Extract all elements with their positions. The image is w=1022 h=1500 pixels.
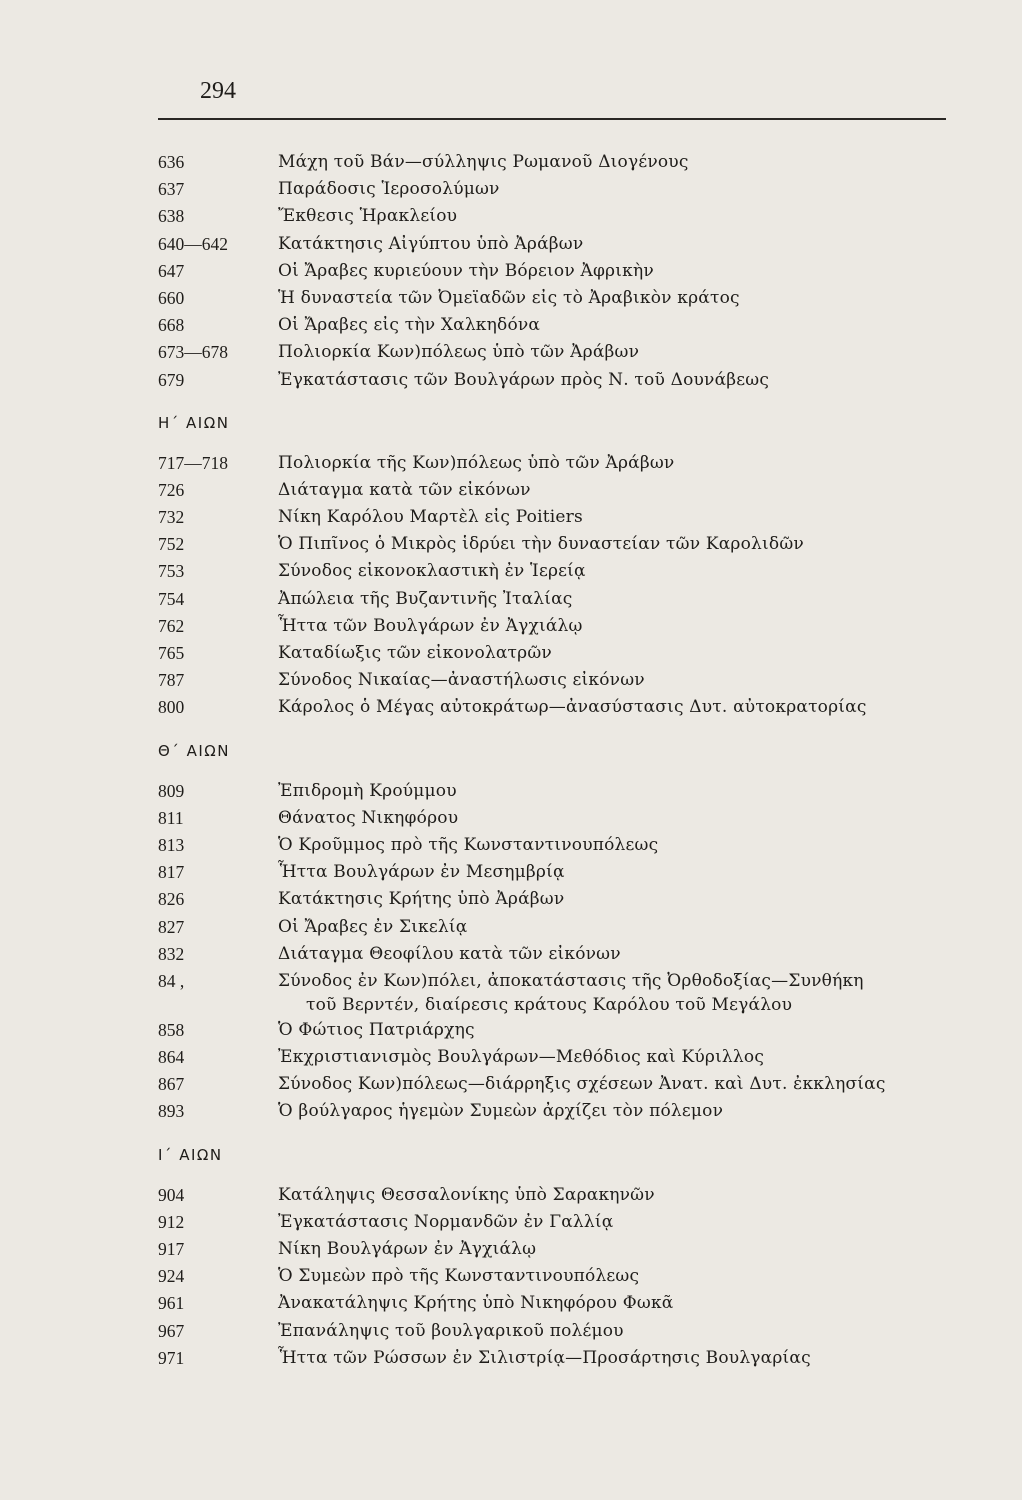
event-text: Θάνατος Νικηφόρου (278, 807, 459, 828)
event-text: Ὁ βούλγαρος ἡγεμὼν Συμεὼν ἀρχίζει τὸν πόλεμον (278, 1101, 724, 1122)
event-text: Ἐπανάληψις τοῦ βουλγαρικοῦ πολέμου (278, 1320, 624, 1341)
event-text: Σύνοδος Νικαίας—ἀναστήλωσις εἰκόνων (278, 670, 645, 691)
event-text: Νίκη Βουλγάρων ἐν Ἀγχιάλῳ (278, 1239, 537, 1259)
event-text: Πολιορκία Κων)πόλεως ὑπὸ τῶν Ἀράβων (278, 342, 640, 363)
year: 636 (158, 152, 185, 172)
event-text: Κατάληψις Θεσσαλονίκης ὑπὸ Σαρακηνῶν (278, 1184, 655, 1205)
event-text: Κατάκτησις Κρήτης ὑπὸ Ἀράβων (278, 889, 565, 910)
event-text: Ἐγκατάστασις Νορμανδῶν ἐν Γαλλίᾳ (278, 1211, 614, 1232)
event-text: Οἱ Ἄραβες ἐν Σικελίᾳ (278, 916, 468, 937)
event (278, 1072, 958, 1096)
event-text: Ἧττα τῶν Βουλγάρων ἐν Ἀγχιάλῳ (278, 615, 583, 636)
event (278, 150, 958, 174)
chronology-row (158, 1099, 958, 1126)
chronology-row (158, 1210, 958, 1237)
year: 800 (158, 697, 185, 718)
event (278, 1045, 958, 1069)
event (278, 1346, 958, 1370)
chronology-row (158, 1319, 958, 1346)
event (278, 1291, 958, 1315)
event-text: Ἔκθεσις Ἡρακλείου (278, 206, 458, 227)
event (278, 668, 958, 692)
chronology-row (158, 368, 958, 395)
year: 904 (158, 1184, 185, 1205)
chronology-row (158, 478, 958, 505)
year: 668 (158, 315, 185, 336)
event (278, 806, 958, 830)
event (278, 478, 958, 502)
year: 640—642 (158, 233, 228, 254)
chronology-row (158, 313, 958, 340)
event-text: Ὁ Πιπῖνος ὁ Μικρὸς ἱδρύει τὴν δυναστείαν τῶν Καρολιδῶν (278, 534, 804, 555)
event (278, 695, 958, 719)
event (278, 587, 958, 611)
year: 858 (158, 1019, 185, 1040)
chronology-row (158, 1018, 958, 1045)
chronology-row (158, 259, 958, 286)
event-text: Πολιορκία τῆς Κων)πόλεως ὑπὸ τῶν Ἀράβων (278, 452, 675, 473)
year: 971 (158, 1347, 185, 1368)
event (278, 614, 958, 638)
event-text: Σύνοδος εἰκονοκλαστικὴ ἐν Ἱερείᾳ (278, 561, 586, 582)
event-text: Μάχη τοῦ Βάν—σύλληψις Ρωμανοῦ Διογένους (278, 152, 689, 172)
event (278, 340, 958, 364)
event-text: Ἧττα τῶν Ρώσσων ἐν Σιλιστρίᾳ—Προσάρτησις Βουλγαρίας (278, 1347, 811, 1368)
chronology-row (158, 532, 958, 559)
chronology-row (158, 887, 958, 914)
event (278, 286, 958, 310)
year: 679 (158, 369, 185, 390)
event-text: Διάταγμα κατὰ τῶν εἰκόνων (278, 479, 531, 500)
event (278, 1210, 958, 1234)
year: 917 (158, 1239, 185, 1259)
event (278, 860, 958, 884)
event-text: Κατάκτησις Αἰγύπτου ὑπὸ Ἀράβων (278, 233, 584, 254)
event (278, 313, 958, 337)
chronology-row (158, 915, 958, 942)
chronology-row (158, 559, 958, 586)
year: 813 (158, 834, 185, 855)
event (278, 559, 958, 583)
chronology-row (158, 1264, 958, 1291)
year: 717—718 (158, 452, 228, 473)
event (278, 505, 958, 529)
event (278, 1264, 958, 1288)
year: 84 , (158, 970, 185, 991)
year: 762 (158, 615, 185, 636)
year: 912 (158, 1211, 185, 1232)
chronology-row (158, 1346, 958, 1373)
chronology-row (158, 204, 958, 231)
chronology-row (158, 833, 958, 860)
event-text: Νίκη Καρόλου Μαρτὲλ εἰς Poitiers (278, 507, 583, 528)
year: 967 (158, 1320, 185, 1341)
event (278, 1099, 958, 1123)
year: 673—678 (158, 342, 228, 363)
event (278, 232, 958, 256)
chronology-row (158, 177, 958, 204)
year: 832 (158, 943, 185, 964)
event (278, 833, 958, 857)
year: 893 (158, 1101, 185, 1122)
chronology-row (158, 942, 958, 969)
event-text: Οἱ Ἄραβες κυριεύουν τὴν Βόρειον Ἀφρικὴν (278, 260, 654, 281)
event-text: Ὁ Φώτιος Πατριάρχης (278, 1019, 475, 1040)
chronology-row (158, 668, 958, 695)
event-text: Σύνοδος ἐν Κων)πόλει, ἀποκατάστασις τῆς Ὀρθοδοξίας—Συνθήκη (278, 970, 864, 991)
event-text: Διάταγμα Θεοφίλου κατὰ τῶν εἰκόνων (278, 943, 621, 964)
year: 660 (158, 287, 185, 308)
chronology-row (158, 340, 958, 367)
year: 732 (158, 507, 185, 528)
year: 864 (158, 1047, 185, 1068)
year: 637 (158, 179, 185, 200)
chronology-row (158, 587, 958, 614)
chronology-row (158, 1072, 958, 1099)
year: 638 (158, 206, 185, 227)
century-heading: Η΄ ΑΙΩΝ (158, 413, 230, 432)
event (278, 1183, 958, 1207)
chronology-row (158, 150, 958, 177)
event-text: Κάρολος ὁ Μέγας αὐτοκράτωρ—ἀνασύστασις Δυτ. αὐτοκρατορίας (278, 697, 867, 718)
year: 811 (158, 807, 184, 828)
event-text: Οἱ Ἄραβες εἰς τὴν Χαλκηδόνα (278, 315, 541, 336)
year: 961 (158, 1293, 185, 1314)
chronology-row (158, 969, 958, 1018)
chronology-row (158, 232, 958, 259)
page-number: 294 (200, 78, 236, 104)
event (278, 204, 958, 228)
year: 752 (158, 534, 185, 555)
event (278, 368, 958, 392)
chronology-row (158, 779, 958, 806)
year: 787 (158, 670, 185, 691)
chronology-row (158, 614, 958, 641)
year: 726 (158, 479, 185, 500)
year: 765 (158, 643, 185, 663)
event (278, 915, 958, 939)
event (278, 887, 958, 911)
chronology-row (158, 860, 958, 887)
header-rule (158, 118, 946, 120)
event (278, 259, 958, 283)
chronology-row (158, 641, 958, 668)
event-text: Παράδοσις Ἱεροσολύμων (278, 179, 500, 200)
event-text: Ἡ δυναστεία τῶν Ὀμεϊαδῶν εἰς τὸ Ἀραβικὸν κράτος (278, 287, 740, 308)
year: 754 (158, 588, 185, 609)
year: 753 (158, 561, 185, 582)
event (278, 641, 958, 665)
event (278, 177, 958, 201)
event (278, 532, 958, 556)
chronology-row (158, 1291, 958, 1318)
year: 867 (158, 1074, 185, 1095)
event-text: Σύνοδος Κων)πόλεως—διάρρηξις σχέσεων Ἀνατ. καὶ Δυτ. ἐκκλησίας (278, 1074, 886, 1095)
year: 647 (158, 260, 185, 281)
event (278, 942, 958, 966)
century-heading: Θ΄ ΑΙΩΝ (158, 741, 230, 760)
event (278, 779, 958, 803)
event-text: Ὁ Συμεὼν πρὸ τῆς Κωνσταντινουπόλεως (278, 1266, 640, 1287)
event (278, 969, 958, 1017)
event (278, 451, 958, 475)
event-text: Ἐκχριστιανισμὸς Βουλγάρων—Μεθόδιος καὶ Κύριλλος (278, 1047, 765, 1068)
event-text: Ἀπώλεια τῆς Βυζαντινῆς Ἰταλίας (278, 588, 573, 609)
chronology-row (158, 286, 958, 313)
chronology-row (158, 1237, 958, 1264)
event (278, 1018, 958, 1042)
chronology-row (158, 695, 958, 722)
chronology-row (158, 1045, 958, 1072)
event (278, 1237, 958, 1261)
event-text: Ἐπιδρομὴ Κρούμμου (278, 780, 457, 801)
event-text: Ἐγκατάστασις τῶν Βουλγάρων πρὸς Ν. τοῦ Δουνάβεως (278, 369, 770, 390)
year: 817 (158, 862, 185, 883)
chronology-list (158, 150, 958, 1373)
event-text: Ἀνακατάληψις Κρήτης ὑπὸ Νικηφόρου Φωκᾶ (278, 1293, 674, 1314)
event-text: Καταδίωξις τῶν εἰκονολατρῶν (278, 643, 552, 663)
year: 809 (158, 780, 185, 801)
event-text-continued: τοῦ Βερντέν, διαίρεσις κράτους Καρόλου τοῦ Μεγάλου (306, 994, 793, 1015)
event-text: Ὁ Κροῦμμος πρὸ τῆς Κωνσταντινουπόλεως (278, 834, 659, 855)
event (278, 1319, 958, 1343)
year: 826 (158, 889, 185, 910)
chronology-row (158, 505, 958, 532)
chronology-row (158, 806, 958, 833)
chronology-row (158, 451, 958, 478)
chronology-row (158, 1183, 958, 1210)
year: 924 (158, 1266, 185, 1287)
event-text: Ἧττα Βουλγάρων ἐν Μεσημβρίᾳ (278, 862, 565, 883)
century-heading: Ι΄ ΑΙΩΝ (158, 1145, 223, 1164)
year: 827 (158, 916, 185, 937)
